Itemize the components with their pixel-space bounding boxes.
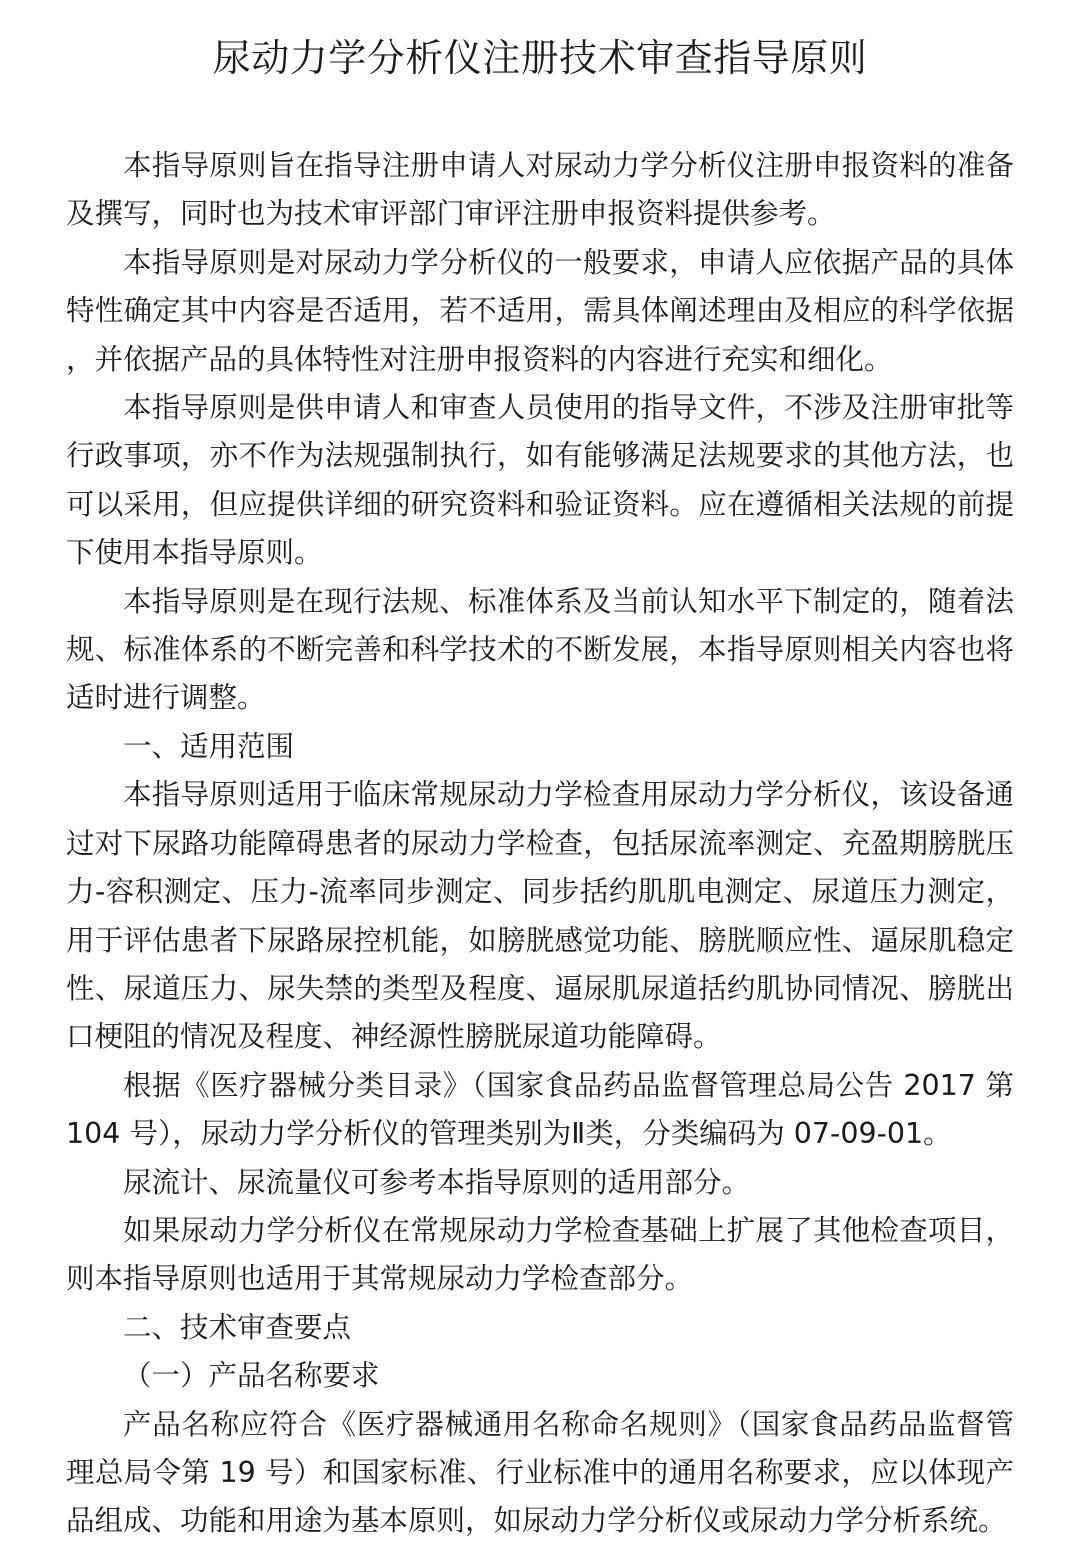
section-heading-review-points: 二、技术审查要点 — [123, 1310, 352, 1344]
paragraph-purpose: 本指导原则旨在指导注册申请人对尿动力学分析仪注册申报资料的准备及撰写，同时也为技术审评部门审评注册申报资料提供参考。 — [66, 149, 1014, 231]
paragraph-classification: 根据《医疗器械分类目录》（国家食品药品监督管理总局公告 2017 第 104 号），尿动力学分析仪的管理类别为Ⅱ类，分类编码为 07-09-01。 — [66, 1068, 1014, 1151]
paragraph-extended-items: 如果尿动力学分析仪在常规尿动力学检查基础上扩展了其他检查项目，则本指导原则也适用于其常规尿动力学检查部分。 — [66, 1213, 1014, 1296]
document-title: 尿动力学分析仪注册技术审查指导原则 — [212, 36, 868, 80]
paragraph-uroflowmeter: 尿流计、尿流量仪可参考本指导原则的适用部分。 — [123, 1165, 751, 1199]
paragraph-scope: 本指导原则适用于临床常规尿动力学检查用尿动力学分析仪，该设备通过对下尿路功能障碍患者的尿动力学检查，包括尿流率测定、充盈期膀胱压力-容积测定、压力-流率同步测定、同步括约肌肌电测定、尿道压力测定，用于评估患者下尿路尿控机能，如膀胱感觉功能、膀胱顺应性、逼尿肌稳定性、尿道压力、尿失禁的类型及程度、逼尿肌尿道括约肌协同情况、膀胱出口梗阻的情况及程度、神经源性膀胱尿道功能障碍。 — [66, 778, 1014, 1054]
paragraph-general-requirements: 本指导原则是对尿动力学分析仪的一般要求，申请人应依据产品的具体特性确定其中内容是否适用，若不适用，需具体阐述理由及相应的科学依据，并依据产品的具体特性对注册申报资料的内容进行充实和细化。 — [66, 245, 1014, 376]
document-body — [66, 142, 1014, 1546]
paragraph-guidance-nature: 本指导原则是供申请人和审查人员使用的指导文件，不涉及注册审批等行政事项，亦不作为法规强制执行，如有能够满足法规要求的其他方法，也可以采用，但应提供详细的研究资料和验证资料。应在遵循相关法规的前提下使用本指导原则。 — [66, 391, 1014, 570]
section-heading-scope: 一、适用范围 — [123, 729, 295, 763]
paragraph-adjustment: 本指导原则是在现行法规、标准体系及当前认知水平下制定的，随着法规、标准体系的不断完善和科学技术的不断发展，本指导原则相关内容也将适时进行调整。 — [66, 584, 1014, 715]
subsection-heading-product-name: （一）产品名称要求 — [123, 1359, 380, 1393]
paragraph-product-name: 产品名称应符合《医疗器械通用名称命名规则》（国家食品药品监督管理总局令第 19 号）和国家标准、行业标准中的通用名称要求，应以体现产品组成、功能和用途为基本原则，如尿动力学分析仪或尿动力学分析系统。 — [66, 1407, 1014, 1538]
